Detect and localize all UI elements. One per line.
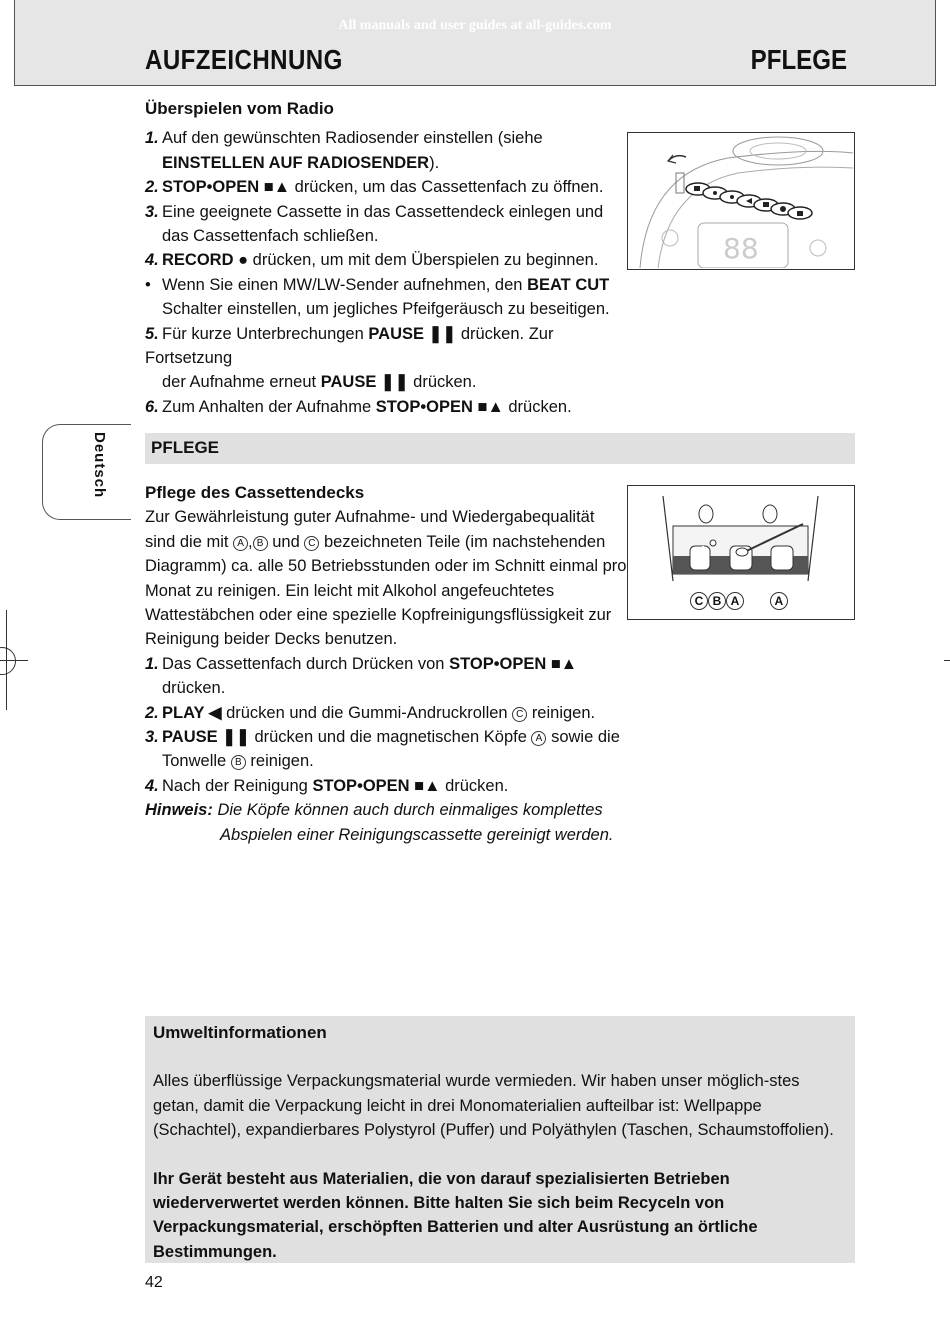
step-number: 3.: [145, 202, 159, 221]
step-text: drücken, um das Cassettenfach zu öffnen.: [294, 178, 604, 197]
stop-open-key: STOP•OPEN ■▲: [162, 178, 291, 197]
step-text: das Cassettenfach schließen.: [162, 227, 379, 246]
beat-cut-key: BEAT CUT: [527, 275, 610, 294]
pause-key: PAUSE ❚❚: [368, 324, 457, 343]
figure-label-c: C: [690, 592, 708, 610]
record-key: RECORD ●: [162, 251, 249, 270]
bullet: •: [145, 275, 151, 294]
section-title-left: AUFZEICHNUNG: [145, 44, 343, 75]
care-section: [145, 481, 635, 847]
play-key: PLAY ◀: [162, 703, 222, 722]
care-text: Zur Gewährleistung guter Aufnahme- und Wiedergabequalität: [145, 508, 595, 527]
step-text: Wenn Sie einen MW/LW-Sender aufnehmen, den: [162, 275, 523, 294]
figure-label-a: A: [770, 592, 788, 610]
language-tab: [42, 424, 131, 520]
label-b-marker: B: [253, 536, 268, 551]
step-text: drücken.: [162, 679, 226, 698]
stop-open-key: STOP•OPEN ■▲: [375, 397, 504, 416]
section-bar: [145, 433, 855, 464]
note-label: Hinweis:: [145, 801, 213, 820]
care-text: sind die mit: [145, 532, 229, 551]
step-number: 2.: [145, 178, 159, 197]
care-text: Monat zu reinigen. Ein leicht mit Alkohol angefeuchtetes: [145, 581, 555, 600]
registration-mark: [0, 647, 16, 675]
step-text: drücken.: [413, 373, 477, 392]
step-text: Zum Anhalten der Aufnahme: [162, 397, 372, 416]
note-text: Die Köpfe können auch durch einmaliges komplettes: [217, 801, 603, 820]
label-a-marker: A: [233, 536, 248, 551]
step-text: drücken.: [508, 397, 572, 416]
step-text: ).: [429, 153, 440, 172]
step-text: reinigen.: [250, 752, 314, 771]
step-number: 5.: [145, 324, 159, 343]
step-text: drücken.: [445, 776, 509, 795]
care-heading: Pflege des Cassettendecks: [145, 483, 365, 502]
step-keyword: EINSTELLEN AUF RADIOSENDER: [162, 153, 430, 172]
section-bar-title: PFLEGE: [151, 438, 220, 457]
step-text: drücken und die Gummi-Andruckrollen: [226, 703, 508, 722]
step-text: Das Cassettenfach durch Drücken von: [162, 654, 445, 673]
care-text: und: [272, 532, 300, 551]
environment-heading: Umweltinformationen: [153, 1023, 327, 1042]
step-number: 3.: [145, 728, 159, 747]
radio-cassette-illustration: [627, 132, 855, 270]
care-text: Reinigung beider Decks benutzen.: [145, 630, 398, 649]
page-header: [14, 0, 936, 86]
watermark: All manuals and user guides at all-guides.com: [338, 18, 612, 33]
step-text: drücken und die magnetischen Köpfe: [254, 728, 527, 747]
step-text: sowie die: [551, 728, 620, 747]
stop-open-key: STOP•OPEN ■▲: [449, 654, 578, 673]
care-text: Diagramm) ca. alle 50 Betriebsstunden oder im Schnitt einmal pro: [145, 557, 627, 576]
pause-key: PAUSE ❚❚: [320, 373, 409, 392]
crop-mark: [944, 660, 950, 661]
step-text: Für kurze Unterbrechungen: [162, 324, 364, 343]
cassette-deck-illustration: [627, 485, 855, 620]
step-text: Nach der Reinigung: [162, 776, 308, 795]
label-b-marker: B: [231, 755, 246, 770]
radio-heading: Überspielen vom Radio: [145, 99, 334, 118]
section-title-right: PFLEGE: [750, 44, 847, 75]
page-number: 42: [145, 1274, 163, 1291]
stop-open-key: STOP•OPEN ■▲: [312, 776, 441, 795]
language-tab-label: Deutsch: [91, 432, 108, 499]
step-number: 6.: [145, 397, 159, 416]
step-number: 2.: [145, 703, 159, 722]
step-text: drücken. Zur Fortsetzung: [145, 324, 554, 368]
label-a-marker: A: [531, 731, 546, 746]
environment-text: Alles überflüssige Verpackungsmaterial wurde vermieden. Wir haben unser möglich-stes getan, damit die Verpackung leicht in drei Monomaterialien aufteilbar ist: Wellpappe (Schachtel), expandierbares Polystyrol (Puffer) und Polyäthylen (Taschen, Schaumstoffolien).: [153, 1072, 834, 1140]
step-number: 1.: [145, 654, 159, 673]
step-text: Eine geeignete Cassette in das Cassettendeck einlegen und: [162, 202, 604, 221]
label-c-marker: C: [512, 707, 527, 722]
environment-info-box: [145, 1016, 855, 1263]
step-number: 1.: [145, 129, 159, 148]
pause-key: PAUSE ❚❚: [162, 728, 250, 747]
care-text: ,: [248, 532, 253, 551]
label-c-marker: C: [304, 536, 319, 551]
step-number: 4.: [145, 776, 159, 795]
step-text: Schalter einstellen, um jegliches Pfeifgeräusch zu beseitigen.: [162, 300, 610, 319]
step-text: Tonwelle: [162, 752, 227, 771]
figure-labels: [690, 592, 788, 610]
radio-section: [145, 97, 625, 419]
care-text: bezeichneten Teile (im nachstehenden: [323, 532, 606, 551]
note-text: Abspielen einer Reinigungscassette gereinigt werden.: [220, 825, 614, 844]
figure-label-b: B: [708, 592, 726, 610]
step-text: der Aufnahme erneut: [162, 373, 317, 392]
figure-label-a: A: [726, 592, 744, 610]
svg-text:88: 88: [723, 232, 759, 265]
step-number: 4.: [145, 251, 159, 270]
boombox-drawing: [628, 133, 853, 268]
step-text: drücken, um mit dem Überspielen zu beginnen.: [252, 251, 599, 270]
step-text: reinigen.: [531, 703, 596, 722]
care-text: Wattestäbchen oder eine spezielle Kopfreinigungsflüssigkeit zur: [145, 606, 612, 625]
step-text: Auf den gewünschten Radiosender einstellen (siehe: [162, 129, 543, 148]
environment-text-bold: Ihr Gerät besteht aus Materialien, die von darauf spezialisierten Betrieben wiederverwertet werden können. Bitte halten Sie sich beim Recyceln von Verpackungsmaterial, erschöpften Batterien und alter Ausrüstung an örtliche Bestimmungen.: [153, 1169, 758, 1261]
